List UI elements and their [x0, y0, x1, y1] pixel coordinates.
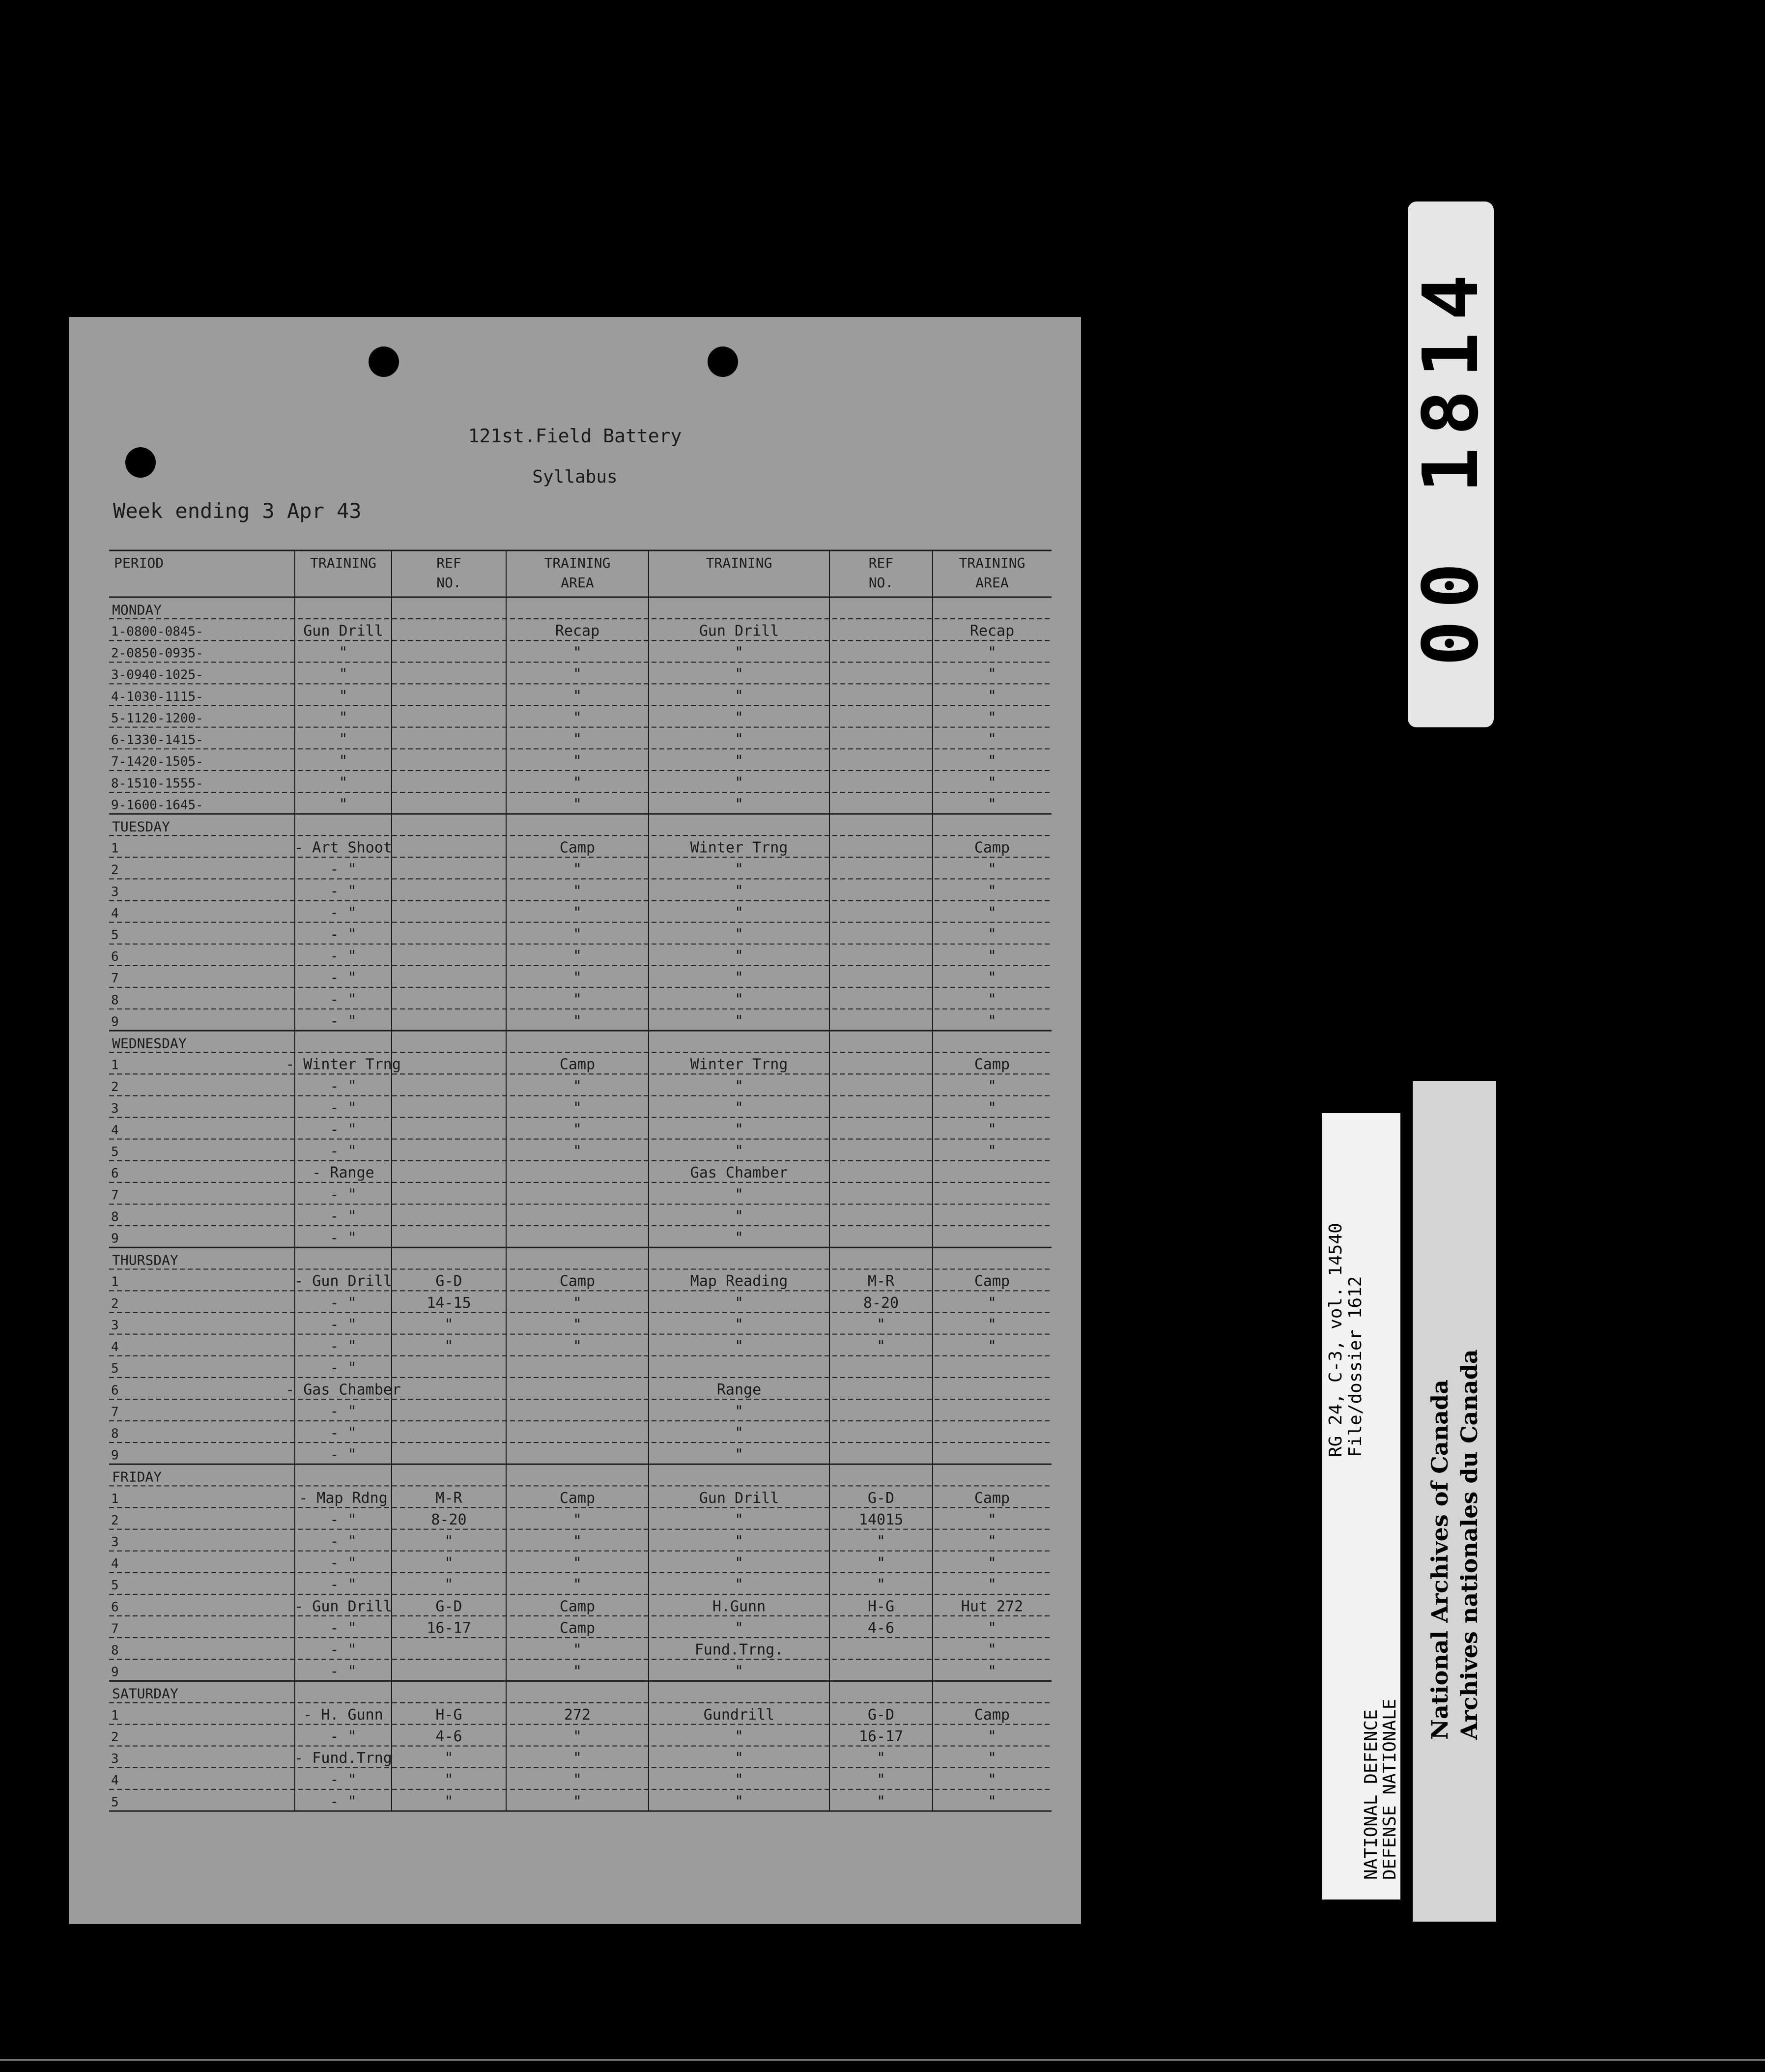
cell-training-area-2: ": [987, 709, 997, 726]
cell-training-area-2: ": [987, 1727, 997, 1745]
cell-training-area-1: ": [572, 1077, 582, 1095]
cell-training-area-2: ": [987, 1077, 997, 1095]
cell-training-2: ": [734, 1511, 744, 1528]
cell-period: 6: [111, 1383, 119, 1398]
cell-training-area-1: ": [572, 926, 582, 944]
cell-training-2: ": [734, 687, 744, 705]
cell-period: 8: [111, 1209, 119, 1225]
cell-training-2: Map Reading: [690, 1272, 788, 1290]
cell-training-1: - Map Rdng: [299, 1489, 388, 1507]
cell-training-1: - Fund.Trng: [294, 1750, 392, 1767]
cell-training-1: - ": [330, 1229, 357, 1247]
cell-training-area-2: Camp: [974, 1272, 1010, 1290]
cell-period: 9: [111, 1665, 119, 1680]
syllabus-table: [69, 317, 1081, 1924]
reference-line-4: DEFENSE NATIONALE: [1380, 1698, 1400, 1880]
cell-training-1: - ": [330, 1012, 357, 1030]
archive-line-2: Archives nationales du Canada: [1456, 1349, 1482, 1740]
cell-training-1: - Gas Chamber: [285, 1381, 401, 1399]
cell-training-1: - Winter Trng: [285, 1056, 401, 1073]
cell-training-1: - ": [330, 1511, 357, 1528]
cell-training-area-2: ": [987, 1641, 997, 1659]
cell-ref-no-1: ": [444, 1554, 454, 1572]
cell-period: 2-0850-0935-: [111, 646, 203, 661]
cell-training-2: ": [734, 1619, 744, 1637]
cell-training-area-2: ": [987, 1576, 997, 1594]
cell-training-area-2: ": [987, 1663, 997, 1680]
cell-period: 3: [111, 884, 119, 899]
cell-training-area-2: ": [987, 1121, 997, 1138]
cell-period: 1: [111, 1274, 119, 1290]
cell-training-2: ": [734, 752, 744, 770]
cell-period: 6-1330-1415-: [111, 733, 203, 748]
cell-period: 3-0940-1025-: [111, 667, 203, 683]
cell-period: 4: [111, 1122, 119, 1138]
cell-training-area-2: ": [987, 731, 997, 748]
header-training-2: TRAINING: [706, 555, 772, 571]
frame-counter-label: [1408, 201, 1494, 727]
cell-period: 7: [111, 1405, 119, 1420]
cell-training-area-2: ": [987, 1771, 997, 1789]
cell-training-area-2: ": [987, 1511, 997, 1528]
cell-training-2: Gas Chamber: [690, 1164, 788, 1182]
cell-training-2: ": [734, 1208, 744, 1225]
header-training-1: TRAINING: [310, 555, 376, 571]
cell-training-2: ": [734, 969, 744, 987]
cell-ref-no-2: 16-17: [858, 1727, 904, 1745]
cell-period: 6: [111, 1600, 119, 1615]
cell-period: 8: [111, 993, 119, 1008]
cell-ref-no-1: 4-6: [435, 1727, 462, 1745]
reference-line-3: NATIONAL DEFENCE: [1361, 1709, 1381, 1880]
cell-training-1: ": [339, 687, 348, 705]
cell-period: 7: [111, 1621, 119, 1637]
header-training-area-2-top: TRAINING: [959, 555, 1025, 571]
cell-training-area-2: ": [987, 1619, 997, 1637]
cell-training-2: ": [734, 1533, 744, 1551]
document-subtitle: Syllabus: [532, 467, 618, 487]
cell-training-1: - ": [330, 1121, 357, 1138]
document-title: 121st.Field Battery: [468, 425, 682, 447]
cell-training-2: ": [734, 665, 744, 683]
cell-training-area-1: Camp: [559, 1598, 596, 1615]
header-training-area-2-bottom: AREA: [975, 575, 1009, 591]
cell-training-area-2: ": [987, 948, 997, 965]
cell-training-1: - Range: [312, 1164, 374, 1182]
bottom-rule: [0, 2059, 1765, 2061]
cell-training-1: - ": [330, 948, 357, 965]
cell-training-1: - ": [330, 969, 357, 987]
cell-training-2: Gun Drill: [699, 1489, 779, 1507]
cell-training-1: - ": [330, 904, 357, 921]
cell-training-area-2: ": [987, 644, 997, 662]
cell-training-1: - ": [330, 1338, 357, 1355]
cell-period: 5: [111, 1795, 119, 1810]
cell-training-1: - ": [330, 991, 357, 1008]
cell-training-area-2: ": [987, 1099, 997, 1117]
cell-training-1: - ": [330, 1143, 357, 1160]
cell-period: 9: [111, 1448, 119, 1463]
cell-period: 5-1120-1200-: [111, 711, 203, 726]
cell-training-area-2: Camp: [974, 1706, 1010, 1724]
archive-label: [1413, 1081, 1496, 1922]
cell-training-2: ": [734, 904, 744, 921]
cell-ref-no-2: 8-20: [863, 1294, 899, 1312]
cell-training-1: - ": [330, 926, 357, 944]
cell-training-1: - ": [330, 1771, 357, 1789]
cell-training-area-1: ": [572, 1663, 582, 1680]
header-ref-no-2-bottom: NO.: [868, 575, 894, 591]
cell-training-area-1: ": [572, 1641, 582, 1659]
reference-line-2: File/dossier 1612: [1345, 1276, 1366, 1457]
cell-training-area-1: ": [572, 1793, 582, 1811]
day-label-monday: MONDAY: [112, 602, 162, 618]
cell-training-2: ": [734, 1793, 744, 1811]
cell-training-2: ": [734, 948, 744, 965]
cell-ref-no-2: G-D: [867, 1706, 895, 1724]
cell-training-1: - ": [330, 1316, 357, 1333]
cell-ref-no-1: ": [444, 1750, 454, 1767]
cell-training-1: - ": [330, 1533, 357, 1551]
cell-period: 7: [111, 1188, 119, 1203]
cell-ref-no-2: ": [876, 1793, 886, 1811]
cell-ref-no-2: H-G: [867, 1598, 895, 1615]
cell-training-2: ": [734, 796, 744, 813]
cell-training-2: Fund.Trng.: [694, 1641, 784, 1659]
cell-training-2: Gun Drill: [699, 622, 779, 640]
cell-ref-no-2: M-R: [867, 1272, 895, 1290]
cell-period: 8: [111, 1426, 119, 1441]
cell-ref-no-1: G-D: [435, 1272, 462, 1290]
cell-ref-no-2: ": [876, 1316, 886, 1333]
cell-period: 2: [111, 863, 119, 878]
cell-training-area-1: ": [572, 882, 582, 900]
cell-training-1: - Art Shoot: [294, 839, 392, 857]
cell-period: 4: [111, 1340, 119, 1355]
cell-training-area-1: ": [572, 904, 582, 921]
cell-ref-no-2: ": [876, 1554, 886, 1572]
cell-period: 6: [111, 1166, 119, 1181]
cell-period: 6: [111, 950, 119, 965]
cell-training-2: ": [734, 1727, 744, 1745]
cell-period: 1: [111, 1058, 119, 1073]
cell-training-2: ": [734, 1338, 744, 1355]
header-period: PERIOD: [114, 555, 164, 571]
cell-training-1: - Gun Drill: [294, 1598, 392, 1615]
cell-training-1: - ": [330, 1403, 357, 1420]
cell-training-area-1: ": [572, 1143, 582, 1160]
cell-training-area-2: ": [987, 774, 997, 792]
cell-training-area-1: ": [572, 1750, 582, 1767]
cell-training-2: Gundrill: [703, 1706, 775, 1724]
cell-ref-no-1: M-R: [435, 1489, 462, 1507]
cell-ref-no-2: ": [876, 1750, 886, 1767]
cell-period: 9: [111, 1231, 119, 1246]
cell-training-2: ": [734, 1077, 744, 1095]
cell-ref-no-2: ": [876, 1533, 886, 1551]
cell-training-2: Winter Trng: [690, 839, 788, 857]
cell-training-1: ": [339, 796, 348, 813]
cell-training-1: - ": [330, 1641, 357, 1659]
cell-training-area-1: ": [572, 861, 582, 878]
cell-training-1: - Gun Drill: [294, 1272, 392, 1290]
cell-training-2: ": [734, 731, 744, 748]
cell-ref-no-1: 8-20: [431, 1511, 467, 1528]
cell-training-1: - ": [330, 1727, 357, 1745]
cell-training-area-2: ": [987, 882, 997, 900]
cell-training-2: ": [734, 1554, 744, 1572]
cell-period: 3: [111, 1101, 119, 1116]
archive-label-content: [1413, 1081, 1496, 1922]
cell-training-area-2: ": [987, 861, 997, 878]
cell-training-1: - ": [330, 882, 357, 900]
cell-training-area-1: ": [572, 1121, 582, 1138]
cell-training-2: ": [734, 991, 744, 1008]
reference-line-1: RG 24, C-3, vol. 14540: [1326, 1223, 1346, 1457]
cell-period: 2: [111, 1079, 119, 1094]
header-ref-no-1-bottom: NO.: [436, 575, 461, 591]
cell-period: 5: [111, 928, 119, 943]
cell-period: 1-0800-0845-: [111, 624, 203, 639]
cell-training-area-2: ": [987, 969, 997, 987]
cell-training-area-2: Recap: [969, 622, 1015, 640]
cell-training-area-1: ": [572, 1576, 582, 1594]
cell-training-area-1: ": [572, 991, 582, 1008]
cell-training-area-1: Camp: [559, 1489, 596, 1507]
cell-training-2: Range: [716, 1381, 762, 1399]
cell-training-area-2: ": [987, 1554, 997, 1572]
header-training-area-1-bottom: AREA: [561, 575, 594, 591]
cell-training-area-2: ": [987, 796, 997, 813]
cell-ref-no-1: 14-15: [427, 1294, 471, 1312]
cell-training-area-1: ": [572, 752, 582, 770]
cell-training-area-2: ": [987, 1012, 997, 1030]
cell-training-2: ": [734, 1663, 744, 1680]
cell-training-2: ": [734, 1143, 744, 1160]
cell-ref-no-1: ": [444, 1338, 454, 1355]
cell-period: 2: [111, 1729, 119, 1745]
cell-training-area-2: ": [987, 1294, 997, 1312]
cell-period: 3: [111, 1318, 119, 1333]
cell-period: 2: [111, 1513, 119, 1528]
cell-training-1: - ": [330, 1077, 357, 1095]
header-ref-no-1-top: REF: [436, 555, 461, 571]
cell-training-1: - ": [330, 1294, 357, 1312]
cell-training-area-2: ": [987, 687, 997, 705]
cell-training-1: - ": [330, 1208, 357, 1225]
cell-training-area-1: ": [572, 1099, 582, 1117]
cell-training-area-1: ": [572, 1727, 582, 1745]
cell-training-area-1: Camp: [559, 1056, 596, 1073]
cell-training-area-1: 272: [564, 1706, 591, 1724]
cell-training-area-2: ": [987, 752, 997, 770]
cell-ref-no-2: 14015: [858, 1511, 904, 1528]
cell-training-area-2: Hut 272: [961, 1598, 1024, 1615]
cell-period: 4: [111, 1773, 119, 1788]
cell-training-area-1: ": [572, 1012, 582, 1030]
cell-training-1: - ": [330, 1663, 357, 1680]
cell-training-area-2: ": [987, 1750, 997, 1767]
cell-ref-no-1: ": [444, 1316, 454, 1333]
cell-training-2: ": [734, 644, 744, 662]
cell-training-area-2: ": [987, 904, 997, 921]
cell-period: 5: [111, 1145, 119, 1160]
cell-ref-no-1: ": [444, 1771, 454, 1789]
cell-training-2: ": [734, 1121, 744, 1138]
cell-period: 7: [111, 971, 119, 986]
frame-counter-number: 00 1814: [1406, 262, 1495, 666]
cell-training-area-2: ": [987, 926, 997, 944]
cell-training-area-2: ": [987, 1793, 997, 1811]
cell-training-1: - ": [330, 1186, 357, 1204]
cell-training-1: ": [339, 774, 348, 792]
cell-training-2: ": [734, 1403, 744, 1420]
cell-period: 2: [111, 1296, 119, 1311]
cell-ref-no-2: 4-6: [867, 1619, 895, 1637]
cell-training-1: - ": [330, 1446, 357, 1464]
cell-ref-no-1: ": [444, 1533, 454, 1551]
cell-training-area-1: Recap: [555, 622, 600, 640]
cell-training-1: - ": [330, 1424, 357, 1442]
cell-training-area-2: ": [987, 991, 997, 1008]
cell-training-area-1: ": [572, 1511, 582, 1528]
day-label-friday: FRIDAY: [112, 1468, 162, 1485]
cell-training-area-1: ": [572, 665, 582, 683]
cell-training-area-1: ": [572, 948, 582, 965]
cell-period: 9-1600-1645-: [111, 798, 203, 813]
cell-training-1: - ": [330, 1576, 357, 1594]
cell-training-2: ": [734, 1316, 744, 1333]
cell-training-1: ": [339, 752, 348, 770]
cell-training-1: Gun Drill: [303, 622, 383, 640]
cell-training-area-2: ": [987, 665, 997, 683]
cell-training-2: H.Gunn: [712, 1598, 766, 1615]
cell-training-area-1: ": [572, 1338, 582, 1355]
cell-training-2: ": [734, 1099, 744, 1117]
cell-ref-no-2: G-D: [867, 1489, 895, 1507]
archive-line-1: National Archives of Canada: [1426, 1380, 1453, 1740]
cell-period: 4: [111, 1556, 119, 1572]
day-label-tuesday: TUESDAY: [112, 818, 171, 835]
cell-training-area-1: Camp: [559, 839, 596, 857]
cell-training-1: ": [339, 644, 348, 662]
cell-training-area-2: ": [987, 1533, 997, 1551]
cell-training-area-1: ": [572, 1294, 582, 1312]
reference-label-content: [1322, 1113, 1400, 1899]
day-label-thursday: THURSDAY: [112, 1252, 178, 1268]
document-page: [69, 317, 1081, 1924]
cell-training-area-1: Camp: [559, 1619, 596, 1637]
cell-training-area-1: ": [572, 1554, 582, 1572]
cell-training-area-1: ": [572, 709, 582, 726]
cell-training-area-2: ": [987, 1338, 997, 1355]
cell-training-area-2: ": [987, 1143, 997, 1160]
cell-training-2: ": [734, 1012, 744, 1030]
cell-period: 8-1510-1555-: [111, 776, 203, 791]
cell-training-1: - ": [330, 1359, 357, 1377]
cell-ref-no-1: G-D: [435, 1598, 462, 1615]
cell-training-area-2: Camp: [974, 839, 1010, 857]
cell-training-2: ": [734, 882, 744, 900]
cell-ref-no-1: 16-17: [427, 1619, 471, 1637]
cell-period: 8: [111, 1643, 119, 1658]
cell-ref-no-2: ": [876, 1338, 886, 1355]
cell-training-area-1: ": [572, 969, 582, 987]
cell-training-2: Winter Trng: [690, 1056, 788, 1073]
cell-training-2: ": [734, 861, 744, 878]
cell-training-1: - H. Gunn: [303, 1706, 383, 1724]
header-training-area-1-top: TRAINING: [544, 555, 611, 571]
cell-period: 1: [111, 841, 119, 856]
cell-ref-no-1: H-G: [435, 1706, 462, 1724]
cell-training-2: ": [734, 1186, 744, 1204]
cell-training-2: ": [734, 1771, 744, 1789]
cell-training-area-2: Camp: [974, 1056, 1010, 1073]
cell-training-2: ": [734, 709, 744, 726]
cell-training-area-1: Camp: [559, 1272, 596, 1290]
week-ending: Week ending 3 Apr 43: [113, 499, 362, 523]
cell-period: 1: [111, 1491, 119, 1506]
cell-training-area-1: ": [572, 1316, 582, 1333]
cell-training-1: - ": [330, 1099, 357, 1117]
cell-training-area-1: ": [572, 687, 582, 705]
cell-training-area-1: ": [572, 774, 582, 792]
cell-training-2: ": [734, 774, 744, 792]
cell-training-1: ": [339, 731, 348, 748]
cell-period: 5: [111, 1578, 119, 1593]
cell-training-2: ": [734, 1424, 744, 1442]
day-label-saturday: SATURDAY: [112, 1685, 178, 1702]
cell-training-2: ": [734, 1576, 744, 1594]
reference-label: [1322, 1113, 1400, 1899]
cell-ref-no-2: ": [876, 1576, 886, 1594]
day-label-wednesday: WEDNESDAY: [112, 1035, 187, 1052]
cell-period: 9: [111, 1014, 119, 1030]
cell-training-1: - ": [330, 1554, 357, 1572]
cell-period: 5: [111, 1361, 119, 1377]
cell-period: 1: [111, 1708, 119, 1723]
cell-training-2: ": [734, 1750, 744, 1767]
cell-training-1: - ": [330, 1793, 357, 1811]
cell-ref-no-1: ": [444, 1576, 454, 1594]
cell-training-1: - ": [330, 861, 357, 878]
cell-training-area-2: Camp: [974, 1489, 1010, 1507]
cell-training-area-1: ": [572, 731, 582, 748]
cell-training-area-1: ": [572, 1771, 582, 1789]
cell-ref-no-1: ": [444, 1793, 454, 1811]
cell-period: 4-1030-1115-: [111, 689, 203, 704]
cell-period: 3: [111, 1535, 119, 1550]
cell-period: 7-1420-1505-: [111, 754, 203, 770]
cell-training-2: ": [734, 1294, 744, 1312]
cell-training-area-2: ": [987, 1316, 997, 1333]
header-ref-no-2-top: REF: [868, 555, 894, 571]
cell-ref-no-2: ": [876, 1771, 886, 1789]
cell-training-area-1: ": [572, 796, 582, 813]
cell-period: 3: [111, 1752, 119, 1767]
cell-training-2: ": [734, 1446, 744, 1464]
cell-period: 4: [111, 906, 119, 921]
cell-training-1: ": [339, 665, 348, 683]
cell-training-area-1: ": [572, 644, 582, 662]
cell-training-1: - ": [330, 1619, 357, 1637]
cell-training-1: ": [339, 709, 348, 726]
cell-training-2: ": [734, 926, 744, 944]
cell-training-2: ": [734, 1229, 744, 1247]
cell-training-area-1: ": [572, 1533, 582, 1551]
